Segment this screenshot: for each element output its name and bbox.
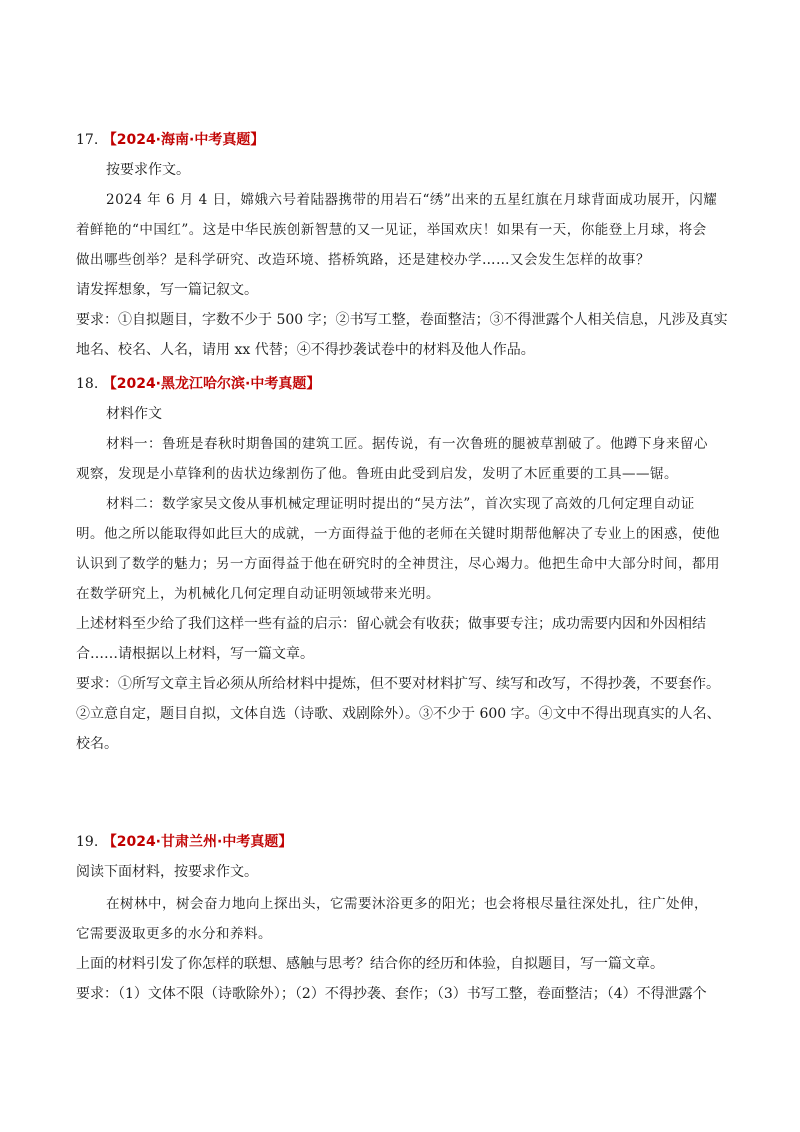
instruction-line: 阅读下面材料，按要求作文。 xyxy=(76,864,258,880)
prompt-line: 按要求作文。 xyxy=(106,162,190,178)
material-line: 材料一：鲁班是春秋时期鲁国的建筑工匠。据传说，有一次鲁班的腿被草割破了。他蹲下身来留心 xyxy=(106,436,708,452)
material-line: 观察，发现是小草锋利的齿状边缘割伤了他。鲁班由此受到启发，发明了木匠重要的工具——锯。 xyxy=(76,466,678,482)
material-line: 2024 年 6 月 4 日，嫦娥六号着陆器携带的用岩石“绣”出来的五星红旗在月球背面成功展开，闪耀 xyxy=(106,192,718,208)
question-number: 18. xyxy=(76,376,99,392)
question-18 xyxy=(76,374,726,752)
question-18-heading xyxy=(76,374,726,394)
instruction-line: 上述材料至少给了我们这样一些有益的启示：留心就会有收获；做事要专注；成功需要内因和外因相结 xyxy=(76,616,706,632)
question-17-heading xyxy=(76,130,726,150)
question-source-tag: 【2024·海南·中考真题】 xyxy=(102,132,265,148)
question-17 xyxy=(76,130,728,358)
requirement-line: 要求：①所写文章主旨必须从所给材料中提炼，但不要对材料扩写、续写和改写，不得抄袭，不要套作。 xyxy=(76,676,720,692)
material-line: 着鲜艳的“中国红”。这是中华民族创新智慧的又一见证，举国欢庆！如果有一天，你能登上月球，将会 xyxy=(76,222,707,238)
requirement-line: 校名。 xyxy=(76,736,118,752)
material-line: 材料二：数学家吴文俊从事机械定理证明时提出的“吴方法”，首次实现了高效的几何定理自动证 xyxy=(106,496,695,512)
question-number: 17. xyxy=(76,132,99,148)
instruction-line: 上面的材料引发了你怎样的联想、感触与思考？结合你的经历和体验，自拟题目，写一篇文章。 xyxy=(76,956,664,972)
question-source-tag: 【2024·黑龙江哈尔滨·中考真题】 xyxy=(102,376,321,392)
question-source-tag: 【2024·甘肃兰州·中考真题】 xyxy=(102,834,293,850)
material-line: 明。他之所以能取得如此巨大的成就，一方面得益于他的老师在关键时期帮他解决了专业上的困惑，使他 xyxy=(76,526,720,542)
instruction-line: 请发挥想象，写一篇记叙文。 xyxy=(76,282,258,298)
requirement-line: ②立意自定，题目自拟，文体自选（诗歌、戏剧除外）。③不少于 600 字。④文中不得出现真实的人名、 xyxy=(76,706,721,722)
question-19-heading xyxy=(76,832,726,852)
instruction-line: 合……请根据以上材料，写一篇文章。 xyxy=(76,646,314,662)
requirement-line: 要求：（1）文体不限（诗歌除外）；（2）不得抄袭、套作；（3）书写工整，卷面整洁；（4）不得泄露个 xyxy=(76,986,707,1002)
material-line: 它需要汲取更多的水分和养料。 xyxy=(76,926,272,942)
material-line: 在树林中，树会奋力地向上探出头，它需要沐浴更多的阳光；也会将根尽量往深处扎，往广处伸， xyxy=(106,896,708,912)
material-line: 在数学研究上，为机械化几何定理自动证明领域带来光明。 xyxy=(76,586,440,602)
question-number: 19. xyxy=(76,834,99,850)
prompt-line: 材料作文 xyxy=(106,406,162,422)
material-line: 认识到了数学的魅力；另一方面得益于他在研究时的全神贯注，尽心竭力。他把生命中大部分时间，都用 xyxy=(76,556,720,572)
requirement-line: 地名、校名、人名，请用 xx 代替；④不得抄袭试卷中的材料及他人作品。 xyxy=(76,342,535,358)
material-line: 做出哪些创举？是科学研究、改造环境、搭桥筑路，还是建校办学……又会发生怎样的故事？ xyxy=(76,252,650,268)
question-19 xyxy=(76,832,726,1002)
requirement-line: 要求：①自拟题目，字数不少于 500 字；②书写工整，卷面整洁；③不得泄露个人相关信息，凡涉及真实 xyxy=(76,312,728,328)
